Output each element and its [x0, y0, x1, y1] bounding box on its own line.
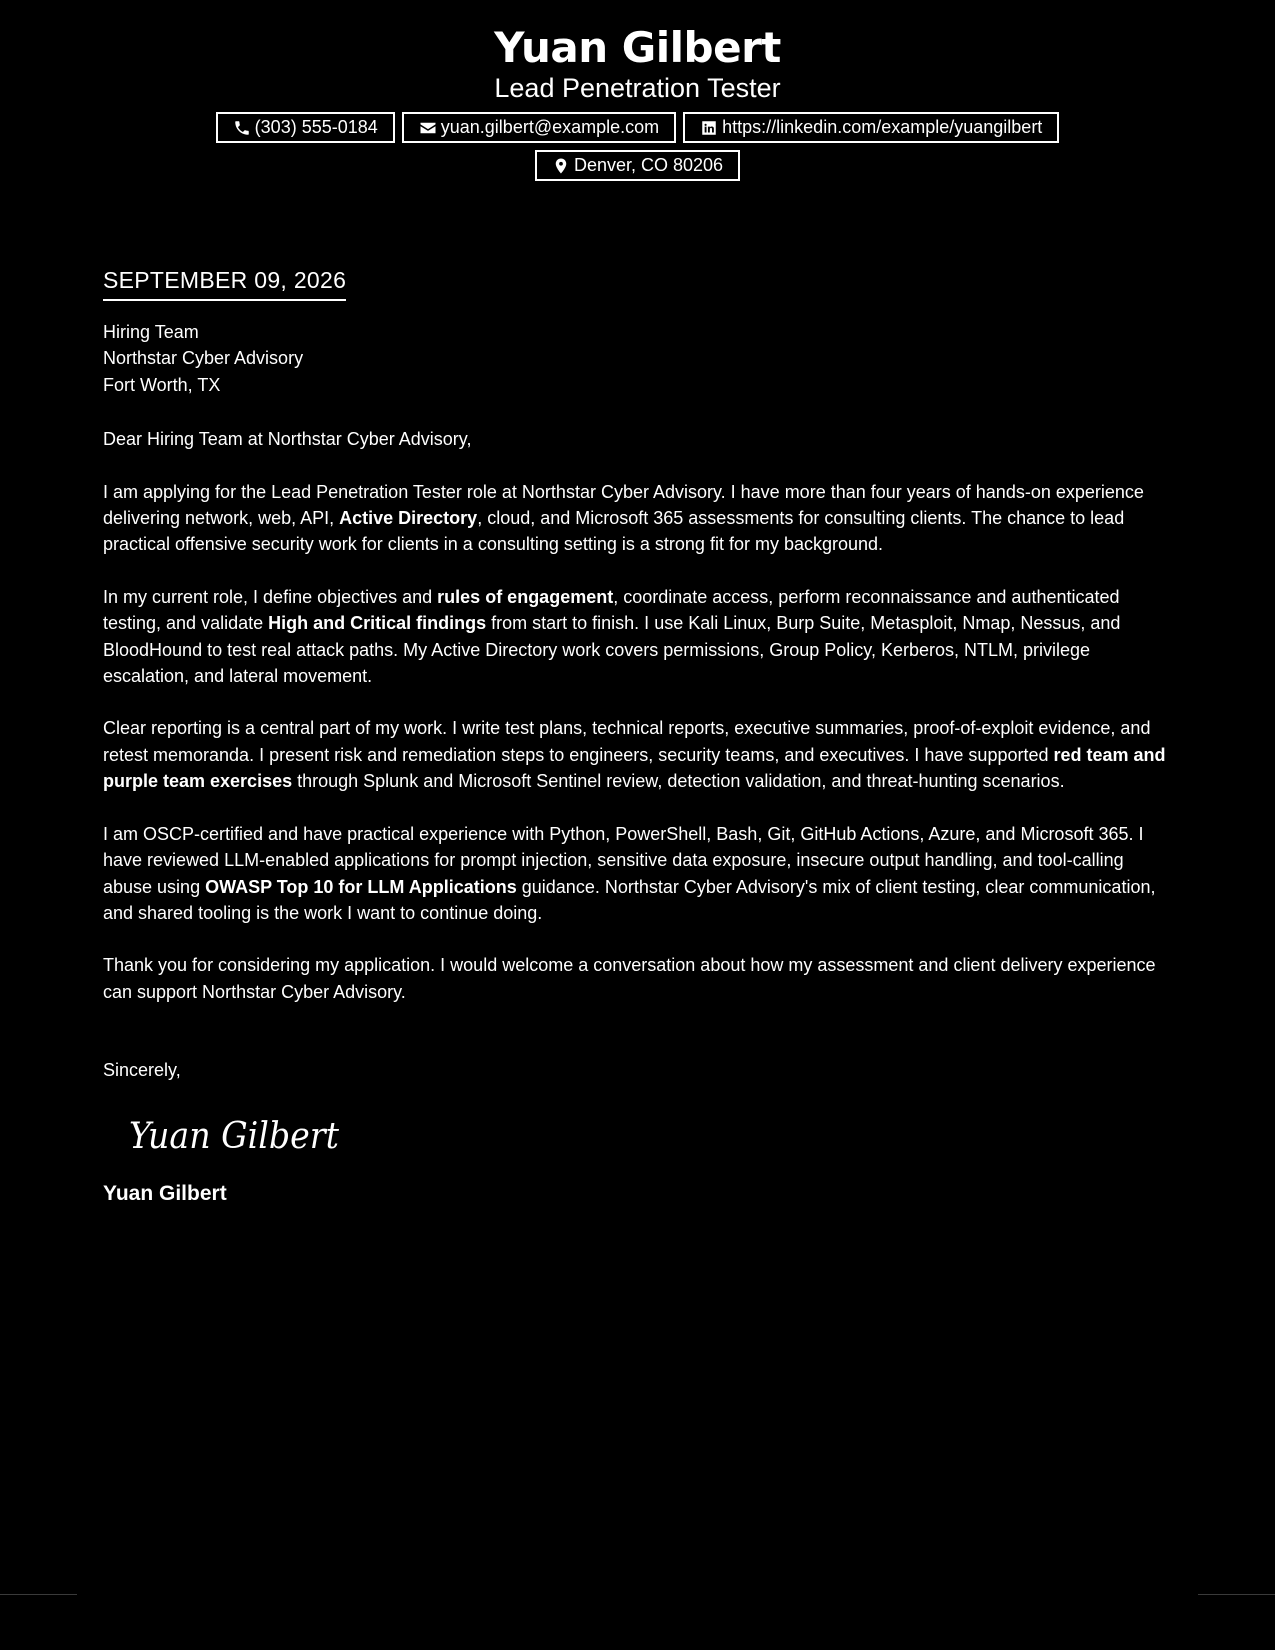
applicant-name: Yuan Gilbert [494, 23, 781, 72]
phone-icon [233, 119, 251, 137]
recipient-company: Northstar Cyber Advisory [103, 348, 304, 369]
letter-body [103, 265, 1175, 1208]
linkedin-icon [700, 119, 718, 137]
contact-row-2 [0, 150, 1275, 181]
emphasis-text: rules of engagement [437, 586, 614, 607]
paragraph-text: through Splunk and Microsoft Sentinel review, detection validation, and threat-hunting scenarios. [292, 771, 1065, 792]
linkedin-contact[interactable] [683, 112, 1059, 143]
email-contact[interactable] [402, 112, 676, 143]
recipient-block [103, 319, 1175, 398]
closing: Sincerely, [103, 1060, 181, 1081]
letter-header [0, 22, 1275, 181]
handwritten-signature [125, 1106, 365, 1166]
linkedin-text: https://linkedin.com/example/yuangilbert [722, 117, 1043, 137]
location-text: Denver, CO 80206 [573, 155, 724, 175]
email-text: yuan.gilbert@example.com [440, 117, 660, 137]
signature-text: Yuan Gilbert [129, 1115, 340, 1157]
letter-paragraphs [103, 479, 1175, 1006]
paragraph-text: I am OSCP-certified and have practical experience with Python, PowerShell, Bash, Git, GitHub Actions, Azure, and Microsoft 365. I have reviewed LLM-enabled applications for prompt injection, sensitive data exposure, insecure output handling, and tool-calling abuse using [103, 823, 1144, 897]
body-paragraph [103, 584, 1175, 690]
signature-image [125, 1106, 1175, 1166]
applicant-title: Lead Penetration Tester [494, 73, 781, 103]
signer-name: Yuan Gilbert [103, 1181, 227, 1205]
emphasis-text: High and Critical findings [268, 613, 487, 634]
body-paragraph [103, 952, 1175, 1005]
map-marker-icon [552, 157, 570, 175]
paragraph-text: , cloud, and Microsoft 365 assessments for consulting clients. The chance to lead practical offensive security work for clients in a consulting setting is a strong fit for my background. [103, 508, 1125, 555]
paragraph-text: In my current role, I define objectives and [103, 586, 438, 607]
footer-divider-left [0, 1594, 77, 1595]
paragraph-text: Clear reporting is a central part of my work. I write test plans, technical reports, executive summaries, proof-of-exploit evidence, and retest memoranda. I present risk and remediation steps to engineers, security teams, and executives. I have supported [103, 718, 1151, 765]
body-paragraph [103, 821, 1175, 927]
emphasis-text: red team and purple team exercises [103, 744, 1166, 792]
phone-contact[interactable] [216, 112, 395, 143]
location-contact [535, 150, 740, 181]
emphasis-text: Active Directory [339, 508, 478, 529]
recipient-line: Hiring Team [103, 322, 199, 342]
footer-divider-right [1198, 1594, 1275, 1595]
date-block [103, 265, 346, 301]
paragraph-text: , coordinate access, perform reconnaissance and authenticated testing, and validate [103, 586, 1120, 634]
paragraph-text: from start to finish. I use Kali Linux, Burp Suite, Metasploit, Nmap, Nessus, and BloodHound to test real attack paths. My Active Directory work covers permissions, Group Policy, Kerberos, NTLM, privilege escalation, and lateral movement. [103, 613, 1121, 687]
letter-date: SEPTEMBER 09, 2026 [103, 267, 347, 293]
body-paragraph [103, 715, 1175, 794]
paragraph-text: guidance. Northstar Cyber Advisory's mix of client testing, clear communication, and shared tooling is the work I want to continue doing. [103, 876, 1156, 923]
paragraph-text: Thank you for considering my application. I would welcome a conversation about how my assessment and client delivery experience can support Northstar Cyber Advisory. [103, 955, 1156, 1002]
salutation: Dear Hiring Team at Northstar Cyber Advisory, [103, 429, 472, 450]
contact-row [0, 112, 1275, 143]
paragraph-text: I am applying for the Lead Penetration Tester role at Northstar Cyber Advisory. I have more than four years of hands-on experience delivering network, web, API, [103, 481, 1144, 529]
envelope-icon [419, 119, 437, 137]
body-paragraph [103, 479, 1175, 558]
recipient-location: Fort Worth, TX [103, 374, 221, 395]
emphasis-text: OWASP Top 10 for LLM Applications [205, 876, 517, 897]
phone-text: (303) 555-0184 [254, 117, 378, 137]
